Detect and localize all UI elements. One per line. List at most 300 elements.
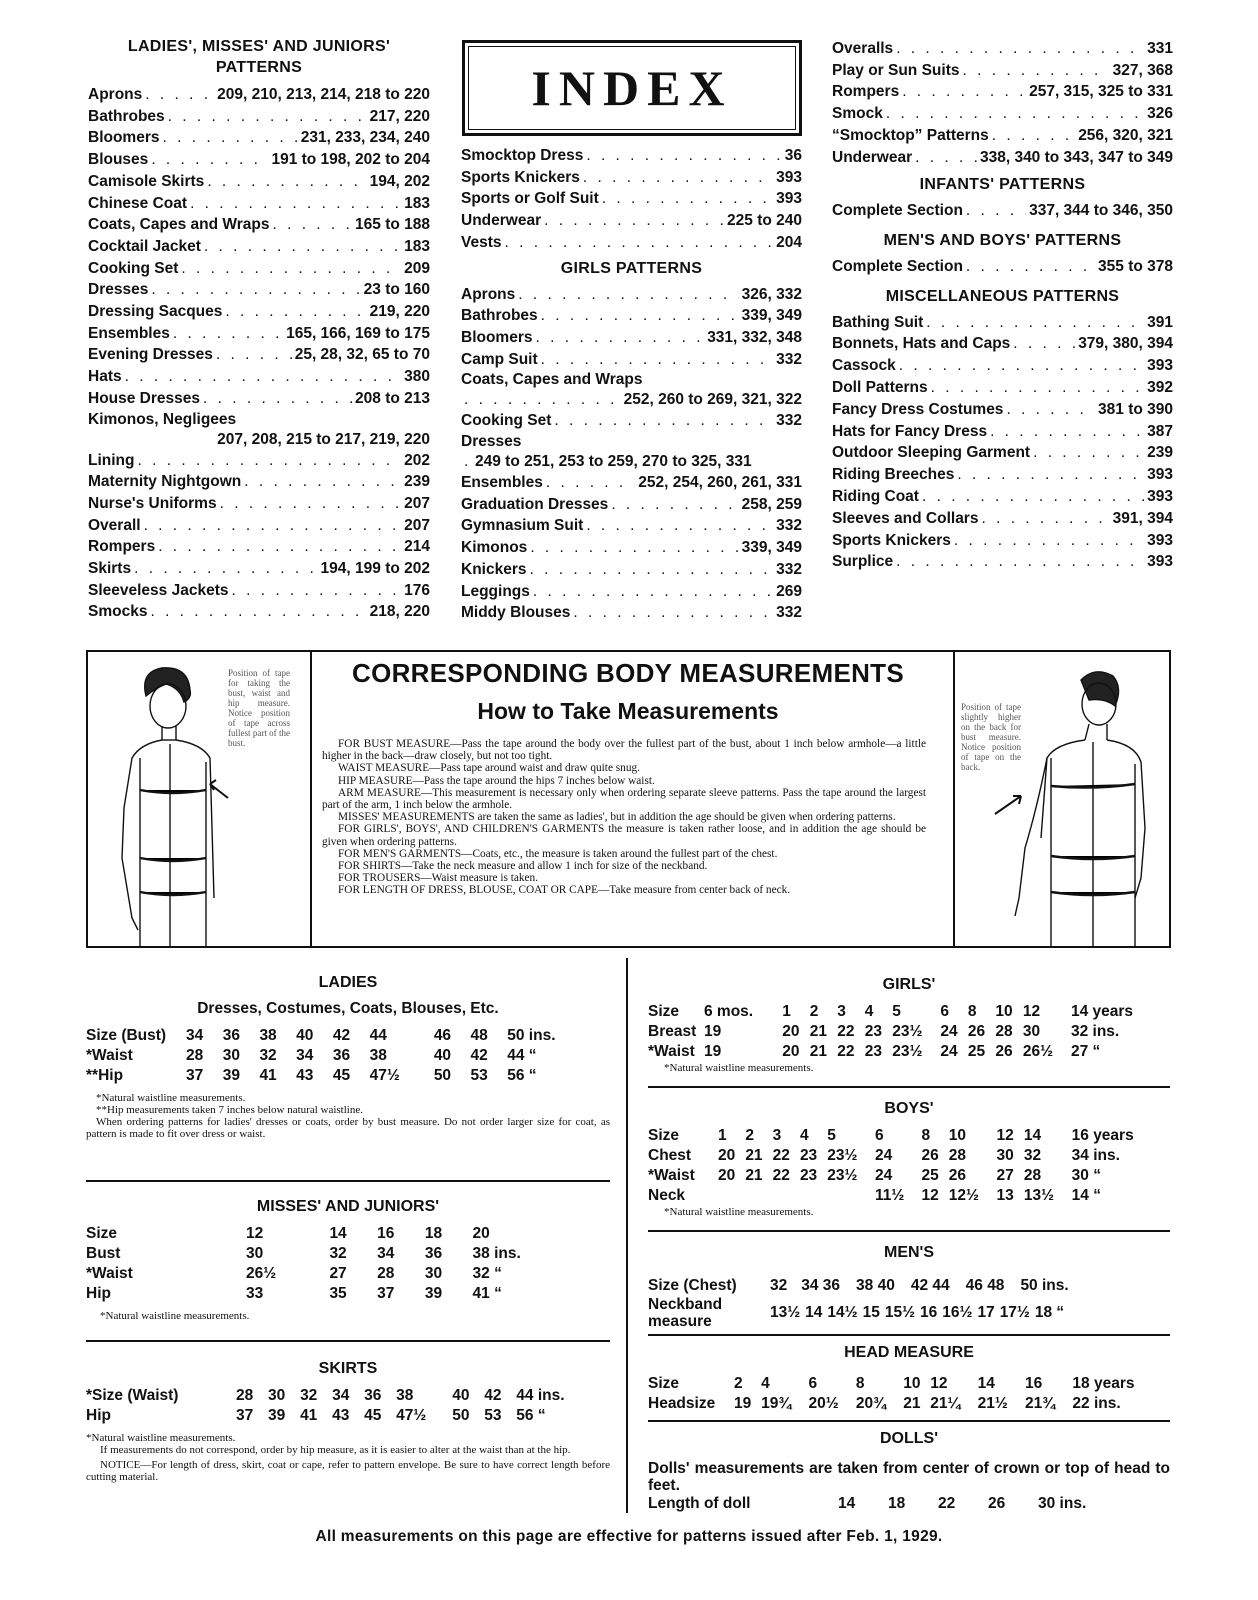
size-value: 32 — [329, 1245, 347, 1262]
dolls-section — [648, 1430, 1170, 1514]
entry-pages: 208 to 213 — [355, 389, 430, 407]
size-value: 14 — [805, 1304, 823, 1321]
size-value: 18 “ — [1034, 1304, 1065, 1321]
entry-pages: 355 to 378 — [1098, 257, 1173, 275]
entry-pages: 393 — [1147, 466, 1173, 484]
entry-pages: 256, 320, 321 — [1078, 126, 1173, 144]
index-entry — [461, 494, 802, 516]
entry-pages: 183 — [404, 237, 430, 255]
index-entry — [88, 450, 430, 472]
entry-label: Bathing Suit — [832, 313, 924, 331]
entry-label: Ensembles — [88, 324, 170, 342]
size-value: 56 “ — [507, 1067, 537, 1084]
ladies-entries — [88, 84, 430, 410]
size-value: 16 years — [1071, 1127, 1134, 1144]
girls-entries-2 — [461, 472, 802, 624]
index-entry — [88, 149, 430, 171]
size-value: 27 — [996, 1167, 1014, 1184]
entry-pages: 332 — [776, 517, 802, 535]
entry-pages: 165, 166, 169 to 175 — [286, 324, 430, 342]
entry-pages: 379, 380, 394 — [1078, 335, 1173, 353]
measurements-subtitle: How to Take Measurements — [477, 698, 779, 724]
size-value: 32 “ — [472, 1265, 502, 1282]
size-value: 20 — [472, 1225, 490, 1242]
size-value: 28 — [236, 1387, 254, 1404]
size-value: 19¾ — [761, 1395, 792, 1412]
size-row — [648, 1276, 1170, 1296]
entry-pages: 331 — [1147, 40, 1173, 57]
size-value: 25 — [967, 1043, 986, 1060]
skirts-section — [86, 1360, 610, 1483]
right-figure-panel — [953, 652, 1169, 946]
size-value: 16 — [920, 1304, 938, 1321]
ladies-size-table — [86, 1026, 610, 1086]
size-value: 28 — [995, 1023, 1013, 1040]
size-value: 21 — [745, 1147, 763, 1164]
head-rule — [648, 1420, 1170, 1422]
size-value: 37 — [377, 1285, 395, 1302]
entry-pages: 209, 210, 213, 214, 218 to 220 — [217, 86, 430, 103]
size-value — [773, 1186, 800, 1206]
measurement-instruction: FOR SHIRTS—Take the neck measure and allow 1 inch for size of the neckband. — [338, 860, 708, 873]
index-entry — [461, 284, 802, 306]
size-value: 38 — [259, 1027, 277, 1044]
size-value: 53 — [470, 1067, 488, 1084]
size-value — [827, 1186, 875, 1206]
row-label: Neck — [648, 1187, 686, 1204]
entry-label: Camp Suit — [461, 350, 538, 368]
size-value: 13½ — [770, 1304, 801, 1321]
size-value: 8 — [855, 1375, 865, 1392]
row-label: Hip — [86, 1407, 111, 1424]
entry-label: Knickers — [461, 560, 527, 578]
index-entry — [461, 305, 802, 327]
size-value: 19 — [704, 1023, 722, 1040]
size-value: 16½ — [942, 1304, 973, 1321]
entry-pages: 165 to 188 — [355, 216, 430, 234]
index-entry — [461, 472, 802, 494]
skirts-note-3: NOTICE—For length of dress, skirt, coat or cape, refer to pattern envelope. Be sure to have correct length before cutting material. — [86, 1459, 610, 1483]
size-value: 38 — [396, 1387, 414, 1404]
index-entry — [832, 147, 1173, 169]
row-label: *Waist — [86, 1047, 133, 1064]
index-title-box — [462, 40, 802, 136]
size-row — [648, 1374, 1170, 1394]
size-value: 43 — [296, 1067, 314, 1084]
row-label: Size — [648, 1003, 680, 1020]
size-value: 14 years — [1070, 1003, 1134, 1020]
index-entry — [461, 210, 802, 232]
size-value: 36 — [332, 1047, 351, 1064]
entry-label: Vests — [461, 233, 502, 251]
entry-pages: 194, 202 — [369, 172, 430, 190]
size-value: 44 ins. — [516, 1387, 565, 1404]
entry-pages: 191 to 198, 202 to 204 — [271, 151, 430, 169]
size-value: 21 — [903, 1395, 921, 1412]
entry-pages: 218, 220 — [369, 603, 430, 621]
entry-label: Complete Section — [832, 202, 963, 220]
measurement-instruction: FOR BUST MEASURE—Pass the tape around the body over the fullest part of the bust, about 1 inch below armhole—a little higher in the back—draw closely, but not too tight. — [322, 738, 926, 763]
entry-label: Smock — [832, 105, 883, 123]
size-value: 40 — [433, 1047, 452, 1064]
entry-pages: 387 — [1147, 422, 1173, 440]
skirts-size-table — [86, 1386, 606, 1426]
row-label: *Size (Waist) — [86, 1387, 179, 1404]
size-value: 34 36 — [801, 1277, 841, 1294]
size-value: 26 — [967, 1023, 986, 1040]
entry-label: Cooking Set — [88, 259, 179, 277]
measurement-instruction: ARM MEASURE—This measurement is necessary only when ordering separate sleeve patterns. Pass the tape around the largest part of the arm, 1 inch below the armhole. — [322, 786, 926, 812]
mens-rule — [648, 1334, 1170, 1336]
entry-label: Smocktop Dress — [461, 147, 584, 164]
entry-label: Maternity Nightgown — [88, 473, 242, 491]
index-entry — [832, 103, 1173, 125]
boys-note: *Natural waistline measurements. — [664, 1206, 814, 1218]
size-value: 17 — [977, 1304, 995, 1321]
entry-label: Cassock — [832, 357, 896, 375]
index-title: INDEX — [531, 60, 733, 116]
entry-label: Outdoor Sleeping Garment — [832, 444, 1031, 462]
entry-label: Nurse's Uniforms — [88, 494, 217, 512]
size-row — [86, 1046, 610, 1066]
mens-title: MEN'S — [883, 1244, 935, 1261]
skirts-title: SKIRTS — [318, 1360, 378, 1377]
skirts-note-1: *Natural waistline measurements. — [86, 1432, 236, 1444]
entry-label: Lining — [88, 451, 135, 469]
index-entry — [461, 602, 802, 624]
size-value: 8 — [967, 1003, 977, 1020]
size-value: 14½ — [827, 1304, 858, 1321]
entry-pages: 326, 332 — [741, 285, 802, 303]
size-value: 13½ — [1023, 1187, 1055, 1204]
size-value: 27 “ — [1070, 1043, 1101, 1060]
mens-boys-heading: MEN'S AND BOYS' PATTERNS — [883, 231, 1122, 249]
size-value: 19 — [734, 1395, 752, 1412]
ladies-subtitle: Dresses, Costumes, Coats, Blouses, Etc. — [197, 1000, 499, 1017]
entry-label: Cooking Set — [461, 412, 552, 430]
measurement-instruction: FOR LENGTH OF DRESS, BLOUSE, COAT OR CAPE—Take measure from center back of neck. — [338, 884, 791, 897]
size-value: 34 ins. — [1071, 1147, 1120, 1164]
ladies-note-2: **Hip measurements taken 7 inches below natural waistline. — [96, 1104, 363, 1116]
index-entry — [832, 256, 1173, 278]
index-entry — [832, 355, 1173, 377]
misc-heading: MISCELLANEOUS PATTERNS — [885, 287, 1120, 305]
entry-pages: 183 — [404, 194, 430, 212]
size-value: 22 — [772, 1167, 790, 1184]
size-value: 6 mos. — [704, 1003, 754, 1020]
entry-pages: 257, 315, 325 to 331 — [1029, 83, 1173, 101]
size-value: 18 years — [1072, 1375, 1135, 1392]
size-row — [648, 1042, 1170, 1062]
size-value: 3 — [837, 1003, 846, 1020]
size-value: 46 — [433, 1027, 452, 1044]
entry-label: Hats — [88, 368, 122, 386]
size-value: 32 — [770, 1277, 788, 1294]
size-value: 23½ — [892, 1023, 923, 1040]
size-value — [800, 1186, 827, 1206]
size-value: 20¾ — [855, 1395, 886, 1412]
entry-pages: 393 — [1147, 357, 1173, 375]
size-row — [648, 1126, 1170, 1146]
size-value: 43 — [332, 1407, 350, 1424]
size-value: 28 — [1023, 1167, 1042, 1184]
size-value: 42 44 — [910, 1277, 950, 1294]
entry-pages: 231, 233, 234, 240 — [300, 129, 430, 147]
entry-label: Blouses — [88, 151, 149, 169]
row-label: Breast — [648, 1023, 697, 1040]
index-entry — [88, 536, 430, 558]
entry-pages: 269 — [776, 582, 802, 600]
misses-size-table — [86, 1224, 606, 1304]
size-value: 47½ — [396, 1407, 427, 1424]
size-value: 14 — [977, 1375, 995, 1392]
size-value: 17½ — [999, 1304, 1030, 1321]
entry-label: Sports Knickers — [461, 168, 580, 186]
doll-length-value: 22 — [938, 1495, 956, 1512]
size-value: 12 — [996, 1127, 1014, 1144]
size-value: 4 — [799, 1127, 809, 1144]
entry-pages: 239 — [1147, 444, 1173, 462]
entry-label: Bathrobes — [461, 307, 538, 325]
size-value: 10 — [995, 1003, 1013, 1020]
index-entry — [832, 312, 1173, 334]
size-row — [648, 1022, 1170, 1042]
index-entry — [88, 301, 430, 323]
size-value: 32 — [300, 1387, 318, 1404]
size-value: 16 — [1025, 1375, 1043, 1392]
index-entry — [88, 366, 430, 388]
index-entry — [461, 349, 802, 371]
size-value: 30 — [424, 1265, 443, 1282]
size-value: 6 — [940, 1003, 950, 1020]
size-value: 38 — [369, 1047, 387, 1064]
size-value: 2 — [734, 1375, 743, 1392]
size-row — [648, 1146, 1170, 1166]
index-entry — [832, 551, 1173, 573]
size-row — [86, 1026, 610, 1046]
entry-pages: 391 — [1147, 313, 1173, 331]
entry-pages: 331, 332, 348 — [707, 328, 802, 346]
size-value: 32 — [259, 1047, 277, 1064]
size-value: 14 “ — [1071, 1187, 1101, 1204]
entry-pages: 176 — [404, 581, 430, 599]
entry-label: Bonnets, Hats and Caps — [832, 335, 1011, 353]
size-value: 1 — [782, 1003, 791, 1020]
size-value: 20 — [718, 1147, 736, 1164]
girls-entries — [461, 284, 802, 371]
measurement-instruction: FOR TROUSERS—Waist measure is taken. — [338, 872, 539, 885]
size-value: 26 — [921, 1147, 939, 1164]
entry-pages: 393 — [776, 168, 802, 186]
entry-label: Bathrobes — [88, 107, 165, 125]
size-value: 42 — [470, 1047, 488, 1064]
row-label: *Waist — [86, 1265, 133, 1282]
index-entry — [461, 327, 802, 349]
index-entry — [461, 515, 802, 537]
size-value: 39 — [268, 1407, 286, 1424]
index-entry — [461, 145, 802, 167]
size-value: 21¼ — [930, 1395, 961, 1412]
size-value: 40 — [452, 1387, 470, 1404]
row-label: *Waist — [648, 1043, 695, 1060]
dolls-title: DOLLS' — [879, 1430, 939, 1447]
index-entry — [832, 125, 1173, 147]
size-value: 21 — [809, 1023, 828, 1040]
right-entries — [832, 38, 1173, 168]
entry-pages: 393 — [776, 190, 802, 208]
index-col-middle — [461, 145, 802, 624]
boys-title: BOYS' — [884, 1100, 934, 1117]
ladies-title: LADIES — [318, 974, 378, 991]
entry-label: Sleeveless Jackets — [88, 581, 229, 599]
index-entry — [832, 530, 1173, 552]
measurements-title: CORRESPONDING BODY MEASUREMENTS — [352, 658, 904, 688]
measurement-instruction: FOR MEN'S GARMENTS—Coats, etc., the measure is taken around the fullest part of the chest. — [338, 847, 778, 860]
entry-label: Riding Breeches — [832, 466, 955, 484]
ladies-entries-2 — [88, 450, 430, 624]
ladies-note-1: *Natural waistline measurements. — [96, 1092, 246, 1104]
entry-label: Aprons — [461, 285, 516, 303]
entry-pages: 214 — [404, 538, 430, 556]
size-value — [718, 1186, 745, 1206]
girls-size-table — [648, 1002, 1170, 1062]
index-entry — [832, 421, 1173, 443]
entry-pages: 326 — [1147, 105, 1173, 123]
size-value: 30 — [222, 1047, 240, 1064]
entry-pages: 202 — [404, 451, 430, 469]
row-label: Size (Chest) — [648, 1277, 737, 1294]
entry-pages: 393 — [1147, 531, 1173, 549]
size-value: 53 — [484, 1407, 502, 1424]
entry-pages: 339, 349 — [741, 539, 802, 557]
entry-label: “Smocktop” Patterns — [832, 126, 989, 144]
doll-length-value: 26 — [988, 1495, 1006, 1512]
row-label: **Hip — [86, 1067, 124, 1084]
size-value: 24 — [940, 1023, 958, 1040]
size-value: 10 — [948, 1127, 967, 1144]
index-entry — [88, 558, 430, 580]
size-value: 6 — [875, 1127, 884, 1144]
misses-title: MISSES' AND JUNIORS' — [256, 1198, 440, 1215]
left-figure-panel — [88, 652, 312, 946]
size-value: 47½ — [369, 1067, 400, 1084]
size-value: 20 — [782, 1023, 800, 1040]
size-value: 4 — [864, 1003, 874, 1020]
index-entry — [88, 214, 430, 236]
head-measure-section — [648, 1344, 1170, 1414]
entry-pages: 381 to 390 — [1098, 400, 1173, 418]
size-row — [86, 1244, 606, 1264]
size-value: 26½ — [246, 1265, 277, 1282]
size-value: 39 — [424, 1285, 443, 1302]
size-value: 19 — [704, 1043, 722, 1060]
size-row — [648, 1166, 1170, 1186]
entry-pages: 219, 220 — [369, 303, 430, 321]
size-row — [648, 1186, 1170, 1206]
size-row — [86, 1066, 610, 1086]
size-value: 44 — [369, 1027, 387, 1044]
size-value: 30 — [1022, 1023, 1041, 1040]
entry-label: Sports or Golf Suit — [461, 190, 599, 208]
size-value: 15 — [862, 1304, 880, 1321]
doll-length-value: 30 ins. — [1038, 1495, 1087, 1512]
size-value: 6 — [808, 1375, 818, 1392]
row-label: Size — [648, 1127, 680, 1144]
index-entry — [88, 236, 430, 258]
entry-pages: 207 — [404, 516, 430, 534]
entry-pages: 217, 220 — [369, 107, 430, 125]
size-value: 12½ — [948, 1187, 979, 1204]
entry-pages: 25, 28, 32, 65 to 70 — [294, 346, 430, 364]
entry-label: Coats, Capes and Wraps — [88, 216, 270, 234]
entry-pages: 23 to 160 — [363, 281, 430, 299]
entry-pages: 209 — [404, 259, 430, 277]
entry-pages: 332 — [776, 412, 802, 430]
size-value: 22 — [837, 1023, 855, 1040]
entry-pages: 338, 340 to 343, 347 to 349 — [979, 148, 1173, 166]
entry-pages: 36 — [784, 147, 802, 164]
size-value: 41 — [259, 1067, 277, 1084]
size-value — [745, 1186, 772, 1206]
front-figure-illustration — [110, 658, 240, 948]
size-value: 37 — [186, 1067, 204, 1084]
size-value: 5 — [827, 1127, 836, 1144]
misc-entries — [832, 312, 1173, 574]
row-label: Headsize — [648, 1395, 716, 1412]
boys-size-table — [648, 1126, 1170, 1206]
size-value: 36 — [424, 1245, 443, 1262]
entry-label: Skirts — [88, 560, 132, 578]
size-row — [648, 1394, 1170, 1414]
girls-rule — [648, 1086, 1170, 1088]
size-row — [86, 1284, 606, 1304]
measurement-instruction: WAIST MEASURE—Pass tape around waist and draw quite snug. — [338, 762, 640, 775]
measurement-instruction: HIP MEASURE—Pass the tape around the hips 7 inches below waist. — [338, 774, 655, 787]
entry-label: Cocktail Jacket — [88, 237, 201, 255]
misses-note: *Natural waistline measurements. — [100, 1310, 250, 1322]
size-value: 8 — [921, 1127, 931, 1144]
entry-label: Doll Patterns — [832, 379, 928, 397]
size-value: 50 ins. — [1020, 1277, 1069, 1294]
size-value: 50 — [433, 1067, 452, 1084]
entry-label: Dresses — [88, 281, 149, 299]
index-entry — [461, 581, 802, 603]
size-value: 40 — [296, 1027, 314, 1044]
dolls-length-label: Length of doll — [648, 1495, 751, 1512]
size-row — [86, 1264, 606, 1284]
size-value: 36 — [364, 1387, 382, 1404]
size-value: 26 — [995, 1043, 1013, 1060]
index-entry — [461, 537, 802, 559]
size-value: 22 — [837, 1043, 855, 1060]
size-row — [86, 1406, 606, 1426]
boys-section — [648, 1100, 1170, 1218]
entry-label: House Dresses — [88, 389, 201, 407]
entry-label: Hats for Fancy Dress — [832, 422, 988, 440]
entry-pages: 258, 259 — [741, 495, 802, 513]
size-value: 27 — [329, 1265, 347, 1282]
size-value: 10 — [903, 1375, 921, 1392]
index-entry — [832, 486, 1173, 508]
size-value: 38 ins. — [472, 1245, 521, 1262]
mens-entry — [832, 256, 1173, 278]
entry-label: Sports Knickers — [832, 531, 951, 549]
entry-label: Riding Coat — [832, 488, 919, 505]
index-entry — [88, 388, 430, 410]
entry-pages: 339, 349 — [741, 307, 802, 325]
entry-label: Underwear — [461, 212, 542, 230]
doll-length-value: 18 — [888, 1495, 906, 1512]
